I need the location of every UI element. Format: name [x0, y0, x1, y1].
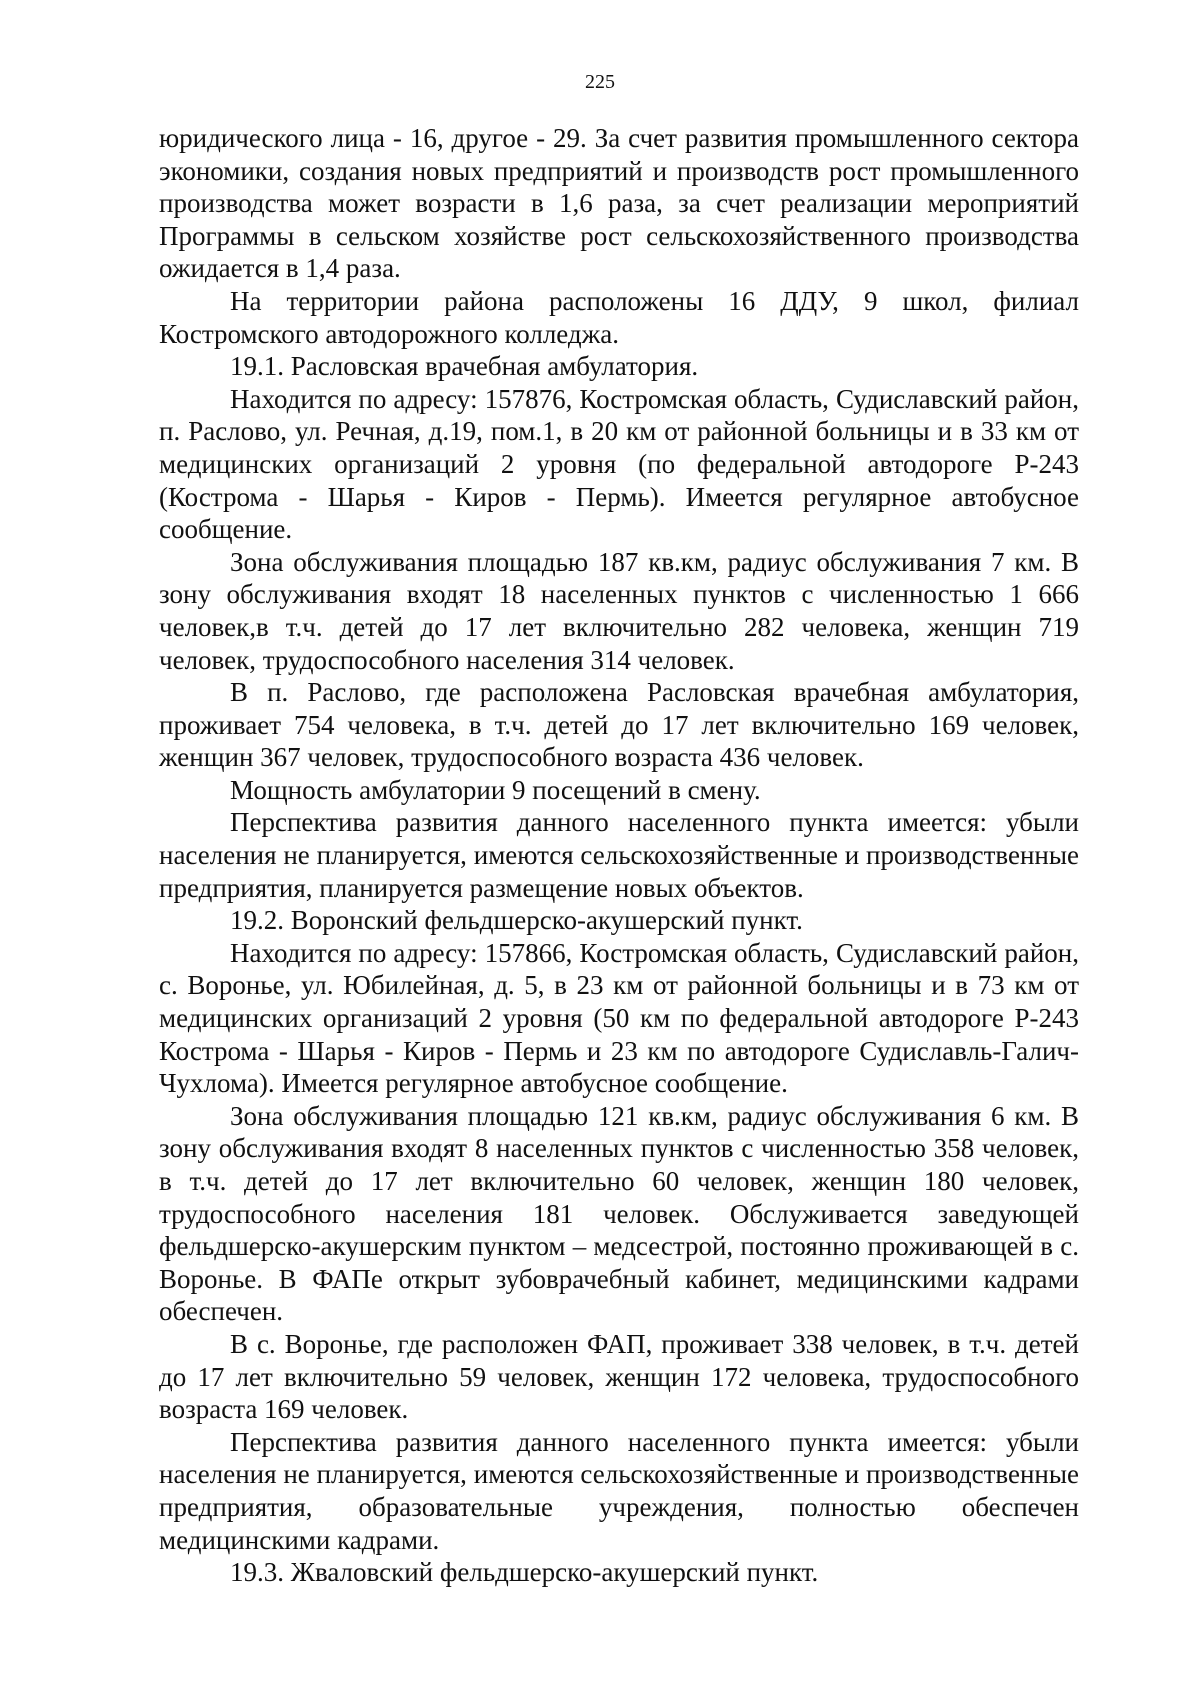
page-number: 225 — [585, 71, 615, 93]
section-heading-19-2: 19.2. Воронский фельдшерско-акушерский пункт. — [230, 905, 803, 936]
paragraph-address-19-1: Находится по адресу: 157876, Костромская область, Судиславский район, п. Раслово, ул. Речная, д.19, пом.1, в 20 км от районной больницы и в 33 км от медицинских организаций 2 уровня (по федеральной автодороге Р-243 (Кострома - Шарья - Киров - Пермь). Имеется регулярное автобусное сообщение. — [159, 383, 1079, 545]
section-heading-19-1: 19.1. Расловская врачебная амбулатория. — [230, 351, 699, 382]
paragraph-population-19-2: В с. Воронье, где расположен ФАП, проживает 338 человек, в т.ч. детей до 17 лет включительно 59 человек, женщин 172 человека, трудоспособного возраста 169 человек. — [159, 1328, 1079, 1425]
section-heading-19-3: 19.3. Жваловский фельдшерско-акушерский пункт. — [230, 1557, 819, 1588]
paragraph-address-19-2: Находится по адресу: 157866, Костромская область, Судиславский район, с. Воронье, ул. Юбилейная, д. 5, в 23 км от районной больницы и в 73 км от медицинских организаций 2 уровня (50 км по федеральной автодороге Р-243 Кострома - Шарья - Киров - Пермь и 23 км по автодороге Судиславль-Галич-Чухлома). Имеется регулярное автобусное сообщение. — [159, 937, 1079, 1099]
paragraph-schools: На территории района расположены 16 ДДУ, 9 школ, филиал Костромского автодорожного колледжа. — [159, 285, 1079, 349]
paragraph-capacity-19-1: Мощность амбулатории 9 посещений в смену. — [230, 774, 761, 805]
document-body — [159, 122, 1079, 1589]
paragraph-service-zone-19-1: Зона обслуживания площадью 187 кв.км, радиус обслуживания 7 км. В зону обслуживания входят 18 населенных пунктов с численностью 1 666 человек,в т.ч. детей до 17 лет включительно 282 человека, женщин 719 человек, трудоспособного населения 314 человек. — [159, 546, 1079, 675]
paragraph-prospects-19-2: Перспектива развития данного населенного пункта имеется: убыли населения не планируется, имеются сельскохозяйственные и производственные предприятия, образовательные учреждения, полностью обеспечен медицинскими кадрами. — [159, 1426, 1079, 1555]
paragraph-continuation: юридического лица - 16, другое - 29. За счет развития промышленного сектора экономики, создания новых предприятий и производств рост промышленного производства может возрасти в 1,6 раза, за счет реализации мероприятий Программы в сельском хозяйстве рост сельскохозяйственного производства ожидается в 1,4 раза. — [159, 123, 1079, 284]
paragraph-service-zone-19-2: Зона обслуживания площадью 121 кв.км, радиус обслуживания 6 км. В зону обслуживания входят 8 населенных пунктов с численностью 358 человек, в т.ч. детей до 17 лет включительно 60 человек, женщин 180 человек, трудоспособного населения 181 человек. Обслуживается заведующей фельдшерско-акушерским пунктом – медсестрой, постоянно проживающей в с. Воронье. В ФАПе открыт зубоврачебный кабинет, медицинскими кадрами обеспечен. — [159, 1100, 1079, 1327]
paragraph-population-19-1: В п. Раслово, где расположена Расловская врачебная амбулатория, проживает 754 человека, в т.ч. детей до 17 лет включительно 169 человек, женщин 367 человек, трудоспособного возраста 436 человек. — [159, 677, 1079, 773]
paragraph-prospects-19-1: Перспектива развития данного населенного пункта имеется: убыли населения не планируется, имеются сельскохозяйственные и производственные предприятия, планируется размещение новых объектов. — [159, 807, 1079, 903]
